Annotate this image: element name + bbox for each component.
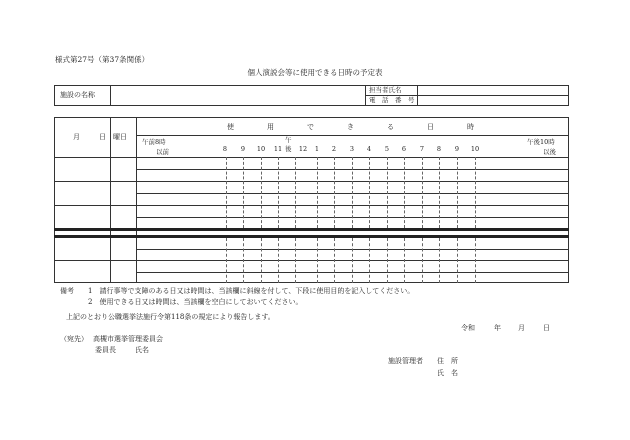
hour-label: 10 [470,145,480,153]
addressee-chair: 委員長 [95,346,116,354]
manager-name-label: 氏 名 [437,369,458,377]
hour-label: 9 [454,145,460,153]
addressee-name-label: 氏名 [135,346,149,354]
note-item: 2 使用できる日又は時間は、当該欄を空白にしておいてください。 [88,298,303,306]
addressee-prefix: （宛先） [60,335,88,343]
date-month: 月 [518,324,525,332]
after-10pm-label: 午後10時 [527,138,555,146]
usage-heading-4: き [347,123,354,131]
month-header: 月 [73,133,80,141]
weekday-header: 曜日 [113,133,127,141]
noon-label-bottom: 後 [285,145,292,153]
facility-info-table [54,85,569,106]
hour-label: 5 [384,145,390,153]
schedule-table [54,117,569,283]
date-reiwa: 令和 [461,324,475,332]
hour-label: 7 [419,145,425,153]
addressee-org: 高槻市選挙管理委員会 [93,335,163,343]
document-title: 個人演説会等に使用できる日時の予定表 [247,68,383,77]
day-header: 日 [99,133,106,141]
usage-heading-7: 時 [467,123,474,131]
date-year: 年 [494,324,501,332]
usage-heading-2: 用 [267,123,274,131]
hour-label: 10 [256,145,266,153]
hour-label: 11 [273,145,283,153]
usage-heading-6: 日 [427,123,434,131]
hour-label: 8 [436,145,442,153]
facility-manager-label: 施設管理者 [388,357,423,365]
before-8am-label: 午前8時 [142,138,166,146]
note-item: 1 請行事等で支障のある日又は時間は、当該欄に斜線を付して、下段に使用目的を記入してください。 [88,287,415,295]
hour-label: 4 [366,145,372,153]
hour-label: 1 [314,145,320,153]
before-label: 以前 [156,148,169,156]
after-label: 以後 [543,148,556,156]
hour-label: 9 [240,145,246,153]
report-statement: 上記のとおり公職選挙法施行令第118条の規定により報告します。 [66,313,275,321]
noon-label-top: 午 [285,136,292,144]
person-in-charge-label: 担当者氏名 [369,86,402,94]
form-number: 様式第27号（第37条関係） [55,55,150,64]
hour-label: 8 [222,145,228,153]
usage-heading-3: で [307,123,314,131]
manager-address-label: 住 所 [437,357,458,365]
hour-label: 2 [331,145,337,153]
usage-heading-1: 使 [227,123,234,131]
phone-number-label: 電 話 番 号 [369,96,415,104]
usage-heading-5: る [387,123,394,131]
date-day: 日 [543,324,550,332]
facility-name-label: 施設の名称 [60,91,95,99]
notes-label: 備考 [60,287,74,295]
hour-label: 6 [401,145,407,153]
hour-label: 12 [298,145,308,153]
hour-label: 3 [349,145,355,153]
